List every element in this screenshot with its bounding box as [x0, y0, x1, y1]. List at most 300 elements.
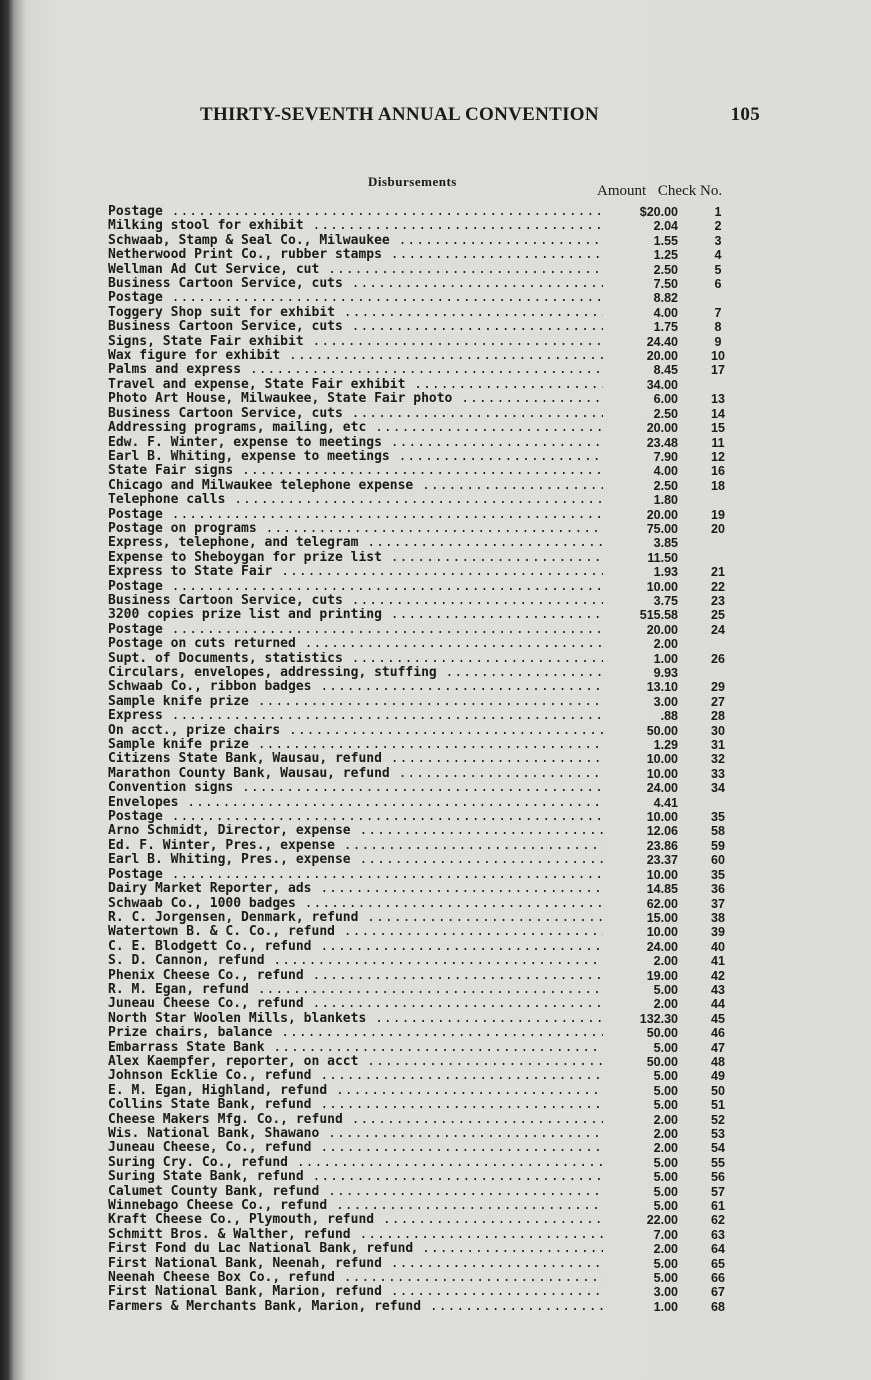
row-description: Postage on cuts returned .....	[108, 637, 603, 651]
row-amount: 1.29	[653, 738, 678, 753]
table-row	[108, 680, 748, 694]
table-row	[108, 1185, 748, 1199]
row-check-number: 44	[711, 997, 725, 1012]
table-row	[108, 839, 748, 853]
row-description: On acct., prize chairs .....	[108, 724, 603, 738]
table-row	[108, 335, 748, 349]
row-description: Cheese Makers Mfg. Co., refund .....	[108, 1113, 603, 1127]
row-description: Juneau Cheese Co., refund .....	[108, 997, 603, 1011]
row-description: Ed. F. Winter, Pres., expense .....	[108, 839, 603, 853]
row-check-number: 51	[711, 1098, 725, 1113]
row-description: R. C. Jorgensen, Denmark, refund .....	[108, 911, 603, 925]
table-row	[108, 810, 748, 824]
row-amount: 20.00	[646, 507, 678, 522]
table-row	[108, 436, 748, 450]
row-check-number: 40	[711, 939, 725, 954]
row-check-number: 66	[711, 1271, 725, 1286]
row-amount: 12.06	[646, 824, 678, 839]
row-check-number: 31	[711, 738, 725, 753]
row-check-number: 65	[711, 1256, 725, 1271]
table-row	[108, 536, 748, 550]
row-description: Marathon County Bank, Wausau, refund .....	[108, 767, 603, 781]
row-amount: 2.50	[653, 478, 678, 493]
row-amount: 5.00	[653, 1271, 678, 1286]
row-check-number: 59	[711, 838, 725, 853]
row-description: Schwaab, Stamp & Seal Co., Milwaukee .....	[108, 234, 603, 248]
table-row	[108, 652, 748, 666]
row-amount: 2.00	[653, 997, 678, 1012]
table-row	[108, 1228, 748, 1242]
table-row	[108, 392, 748, 406]
row-description: Telephone calls .....	[108, 493, 603, 507]
row-description: Earl B. Whiting, Pres., expense .....	[108, 853, 603, 867]
row-amount: 10.00	[646, 867, 678, 882]
row-check-number: 20	[711, 521, 725, 536]
table-row	[108, 1199, 748, 1213]
table-row	[108, 868, 748, 882]
table-row	[108, 997, 748, 1011]
table-row	[108, 1012, 748, 1026]
table-row	[108, 277, 748, 291]
table-row	[108, 1242, 748, 1256]
row-check-number: 26	[711, 651, 725, 666]
row-check-number: 49	[711, 1069, 725, 1084]
row-amount: 2.00	[653, 1127, 678, 1141]
row-amount: $20.00	[639, 205, 678, 219]
row-amount: 2.00	[653, 1141, 678, 1156]
row-check-number: 43	[711, 982, 725, 997]
table-row	[108, 983, 748, 997]
table-row	[108, 421, 748, 435]
table-row	[108, 580, 748, 594]
table-row	[108, 1300, 748, 1314]
row-amount: 5.00	[653, 1040, 678, 1055]
table-row	[108, 1113, 748, 1127]
table-row	[108, 637, 748, 651]
row-amount: 11.50	[647, 550, 678, 565]
table-row	[108, 1285, 748, 1299]
row-check-number: 6	[714, 277, 722, 292]
row-amount: 20.00	[646, 349, 678, 364]
row-check-number: 35	[711, 867, 725, 882]
table-row	[108, 263, 748, 277]
row-check-number: 16	[711, 464, 725, 479]
table-row	[108, 1156, 748, 1170]
row-check-number: 13	[711, 392, 725, 407]
table-row	[108, 1170, 748, 1184]
row-description: First National Bank, Neenah, refund .....	[108, 1257, 603, 1271]
table-row	[108, 709, 748, 723]
row-amount: 24.40	[646, 334, 678, 349]
table-row	[108, 291, 748, 305]
row-description: Neenah Cheese Box Co., refund .....	[108, 1271, 603, 1285]
row-description: Winnebago Cheese Co., refund .....	[108, 1199, 603, 1213]
row-check-number: 36	[711, 882, 725, 897]
row-description: Embarrass State Bank .....	[108, 1041, 603, 1055]
row-check-number: 58	[711, 824, 725, 839]
page-number: 105	[730, 104, 760, 125]
row-amount: 8.45	[653, 363, 678, 378]
row-description: Netherwood Print Co., rubber stamps .....	[108, 248, 603, 262]
row-check-number: 42	[711, 968, 725, 983]
row-amount: 8.82	[653, 291, 678, 306]
row-description: Postage .....	[108, 868, 603, 882]
table-row	[108, 1055, 748, 1069]
row-amount: 23.37	[646, 853, 678, 868]
table-row	[108, 248, 748, 262]
row-check-number: 45	[711, 1011, 725, 1026]
row-description: Collins State Bank, refund .....	[108, 1098, 603, 1112]
row-check-number: 4	[714, 248, 722, 263]
row-description: Travel and expense, State Fair exhibit .....	[108, 378, 603, 392]
table-row	[108, 1069, 748, 1083]
table-row	[108, 306, 748, 320]
row-check-number: 9	[714, 334, 722, 349]
row-description: Express to State Fair .....	[108, 565, 603, 579]
row-description: Johnson Ecklie Co., refund .....	[108, 1069, 603, 1083]
row-amount: 5.00	[653, 1098, 678, 1113]
row-amount: 5.00	[653, 1083, 678, 1098]
table-row	[108, 378, 748, 392]
row-amount: 7.00	[653, 1227, 678, 1242]
table-row	[108, 666, 748, 680]
table-row	[108, 1141, 748, 1155]
row-description: Wellman Ad Cut Service, cut .....	[108, 263, 603, 277]
row-amount: 1.00	[653, 1299, 678, 1314]
row-description: Wax figure for exhibit .....	[108, 349, 603, 363]
row-description: Milking stool for exhibit .....	[108, 219, 603, 233]
table-row	[108, 796, 748, 810]
row-check-number: 7	[714, 305, 722, 320]
row-amount: 3.85	[653, 536, 678, 551]
table-row	[108, 724, 748, 738]
row-amount: 7.50	[653, 277, 678, 292]
table-row	[108, 363, 748, 377]
row-description: Addressing programs, mailing, etc .....	[108, 421, 603, 435]
row-check-number: 12	[711, 449, 725, 464]
table-row	[108, 623, 748, 637]
table-row	[108, 695, 748, 709]
row-description: Express, telephone, and telegram .....	[108, 536, 603, 550]
table-row	[108, 234, 748, 248]
row-amount: 2.00	[653, 637, 678, 652]
row-amount: 15.00	[646, 910, 678, 925]
row-description: Chicago and Milwaukee telephone expense .....	[108, 479, 603, 493]
row-description: Convention signs .....	[108, 781, 603, 795]
row-check-number: 67	[711, 1285, 725, 1300]
row-description: Juneau Cheese, Co., refund .....	[108, 1141, 603, 1155]
table-row	[108, 565, 748, 579]
row-amount: 23.86	[646, 838, 678, 853]
row-amount: 1.00	[653, 651, 678, 666]
row-description: Schwaab Co., 1000 badges .....	[108, 897, 603, 911]
row-check-number: 61	[711, 1199, 725, 1214]
row-check-number: 62	[711, 1213, 725, 1228]
row-amount: 9.93	[653, 666, 678, 680]
row-description: Business Cartoon Service, cuts .....	[108, 407, 603, 421]
table-row	[108, 320, 748, 334]
row-description: Calumet County Bank, refund .....	[108, 1185, 603, 1199]
row-description: Toggery Shop suit for exhibit .....	[108, 306, 603, 320]
table-row	[108, 853, 748, 867]
row-amount: 1.93	[653, 565, 678, 580]
row-check-number: 33	[711, 766, 725, 781]
row-check-number: 41	[711, 954, 725, 969]
table-row	[108, 1271, 748, 1285]
row-description: R. M. Egan, refund .....	[108, 983, 603, 997]
row-description: Postage on programs .....	[108, 522, 603, 536]
table-row	[108, 219, 748, 233]
row-amount: 10.00	[646, 810, 678, 825]
table-row	[108, 752, 748, 766]
row-check-number: 34	[711, 781, 725, 796]
row-description: Prize chairs, balance .....	[108, 1026, 603, 1040]
row-amount: 20.00	[646, 622, 678, 637]
row-amount: 5.00	[653, 1170, 678, 1185]
row-description: Wis. National Bank, Shawano .....	[108, 1127, 603, 1141]
row-check-number: 46	[711, 1026, 725, 1041]
row-amount: 2.50	[653, 262, 678, 277]
row-check-number: 24	[711, 622, 725, 637]
row-description: C. E. Blodgett Co., refund .....	[108, 940, 603, 954]
row-check-number: 55	[711, 1155, 725, 1170]
row-amount: 50.00	[646, 723, 678, 738]
table-row	[108, 608, 748, 622]
row-amount: 23.48	[646, 435, 678, 450]
row-check-number: 25	[711, 608, 725, 623]
row-amount: 14.85	[646, 882, 678, 897]
row-check-number: 37	[711, 896, 725, 911]
row-amount: 1.75	[653, 320, 678, 335]
row-amount: 2.50	[653, 406, 678, 421]
table-row	[108, 781, 748, 795]
row-description: Postage .....	[108, 623, 603, 637]
row-check-number: 60	[711, 853, 725, 868]
row-amount: 4.00	[653, 305, 678, 320]
table-row	[108, 824, 748, 838]
row-amount: 3.00	[653, 694, 678, 709]
row-description: Kraft Cheese Co., Plymouth, refund .....	[108, 1213, 603, 1227]
row-check-number: 21	[711, 565, 725, 580]
row-amount: 3.00	[653, 1285, 678, 1300]
row-amount: 10.00	[646, 752, 678, 767]
row-description: First Fond du Lac National Bank, refund .....	[108, 1242, 603, 1256]
row-amount: 5.00	[653, 1155, 678, 1170]
row-description: Postage .....	[108, 508, 603, 522]
row-description: Business Cartoon Service, cuts .....	[108, 594, 603, 608]
table-row	[108, 940, 748, 954]
table-row	[108, 1026, 748, 1040]
section-title: Disbursements	[368, 174, 457, 189]
row-description: First National Bank, Marion, refund .....	[108, 1285, 603, 1299]
row-amount: 34.00	[646, 377, 678, 392]
row-description: Signs, State Fair exhibit .....	[108, 335, 603, 349]
row-description: Citizens State Bank, Wausau, refund .....	[108, 752, 603, 766]
row-check-number: 32	[711, 752, 725, 767]
table-row	[108, 1098, 748, 1112]
row-description: Circulars, envelopes, addressing, stuffing .....	[108, 666, 603, 680]
row-amount: 5.00	[653, 982, 678, 997]
row-check-number: 48	[711, 1054, 725, 1069]
table-row	[108, 1041, 748, 1055]
row-check-number: 23	[711, 593, 725, 608]
row-check-number: 35	[711, 810, 725, 825]
row-amount: 515.58	[639, 608, 678, 623]
row-description: Suring State Bank, refund .....	[108, 1170, 603, 1184]
row-amount: 2.00	[653, 954, 678, 969]
table-row	[108, 464, 748, 478]
table-row	[108, 594, 748, 608]
row-description: North Star Woolen Mills, blankets .....	[108, 1012, 603, 1026]
table-row	[108, 969, 748, 983]
table-row	[108, 508, 748, 522]
row-amount: 1.55	[653, 233, 678, 248]
table-row	[108, 1084, 748, 1098]
row-description: Watertown B. & C. Co., refund .....	[108, 925, 603, 939]
row-amount: 4.00	[653, 464, 678, 479]
row-amount: 13.10	[646, 680, 678, 695]
table-row	[108, 493, 748, 507]
row-description: Business Cartoon Service, cuts .....	[108, 277, 603, 291]
row-check-number: 28	[711, 709, 725, 724]
row-description: Postage .....	[108, 291, 603, 305]
table-row	[108, 1213, 748, 1227]
row-description: Earl B. Whiting, expense to meetings .....	[108, 450, 603, 464]
row-check-number: 68	[711, 1299, 725, 1314]
row-amount: 5.00	[653, 1199, 678, 1214]
table-row	[108, 767, 748, 781]
row-description: Palms and express .....	[108, 363, 603, 377]
row-amount: 5.00	[653, 1184, 678, 1199]
row-amount: 20.00	[646, 421, 678, 436]
row-check-number: 52	[711, 1112, 725, 1127]
table-row	[108, 1127, 748, 1141]
row-description: Business Cartoon Service, cuts .....	[108, 320, 603, 334]
row-description: Arno Schmidt, Director, expense .....	[108, 824, 603, 838]
row-check-number: 19	[711, 507, 725, 522]
row-amount: 19.00	[646, 968, 678, 983]
row-check-number: 2	[714, 219, 722, 234]
row-check-number: 38	[711, 910, 725, 925]
table-row	[108, 1257, 748, 1271]
row-check-number: 30	[711, 723, 725, 738]
row-amount: 5.00	[653, 1069, 678, 1084]
row-check-number: 39	[711, 925, 725, 940]
row-amount: 10.00	[646, 579, 678, 594]
table-row	[108, 954, 748, 968]
row-check-number: 5	[714, 262, 722, 277]
row-amount: 4.41	[653, 795, 678, 810]
row-description: Express .....	[108, 709, 603, 723]
table-row	[108, 897, 748, 911]
row-check-number: 15	[711, 421, 725, 436]
table-row	[108, 407, 748, 421]
row-description: Dairy Market Reporter, ads .....	[108, 882, 603, 896]
row-description: Envelopes .....	[108, 796, 603, 810]
row-description: Phenix Cheese Co., refund .....	[108, 969, 603, 983]
row-amount: 10.00	[646, 766, 678, 781]
table-row	[108, 522, 748, 536]
table-row	[108, 925, 748, 939]
row-description: Schmitt Bros. & Walther, refund .....	[108, 1228, 603, 1242]
row-check-number: 17	[711, 363, 725, 378]
row-amount: 1.25	[653, 248, 678, 263]
table-row	[108, 349, 748, 363]
row-check-number: 50	[711, 1083, 725, 1098]
row-description: 3200 copies prize list and printing .....	[108, 608, 603, 622]
disbursement-list	[108, 205, 748, 1314]
row-amount: 7.90	[653, 449, 678, 464]
row-check-number: 18	[711, 478, 725, 493]
row-check-number: 1	[714, 205, 722, 219]
row-check-number: 10	[711, 349, 725, 364]
row-check-number: 54	[711, 1141, 725, 1156]
row-amount: 2.00	[653, 1242, 678, 1257]
row-amount: 5.00	[653, 1256, 678, 1271]
row-description: Edw. F. Winter, expense to meetings .....	[108, 436, 603, 450]
row-description: Expense to Sheboygan for prize list .....	[108, 551, 603, 565]
row-amount: 75.00	[646, 521, 678, 536]
table-row	[108, 450, 748, 464]
row-amount: 50.00	[646, 1054, 678, 1069]
row-check-number: 64	[711, 1242, 725, 1257]
row-description: Postage .....	[108, 205, 603, 219]
table-row	[108, 479, 748, 493]
row-check-number: 11	[711, 435, 725, 450]
table-row	[108, 738, 748, 752]
row-amount: 3.75	[653, 593, 678, 608]
check-column-header: Check No.	[657, 183, 723, 199]
row-check-number: 22	[711, 579, 725, 594]
row-description: Suring Cry. Co., refund .....	[108, 1156, 603, 1170]
table-row	[108, 205, 748, 219]
row-description: State Fair signs .....	[108, 464, 603, 478]
row-check-number: 3	[714, 233, 722, 248]
column-headers	[597, 183, 730, 200]
row-check-number: 56	[711, 1170, 725, 1185]
row-description: Alex Kaempfer, reporter, on acct .....	[108, 1055, 603, 1069]
row-check-number: 27	[711, 694, 725, 709]
row-description: Sample knife prize .....	[108, 695, 603, 709]
row-amount: 10.00	[646, 925, 678, 940]
row-check-number: 47	[711, 1040, 725, 1055]
row-description: Farmers & Merchants Bank, Marion, refund .....	[108, 1300, 603, 1314]
row-check-number: 14	[711, 406, 725, 421]
row-amount: 50.00	[646, 1026, 678, 1041]
row-description: E. M. Egan, Highland, refund .....	[108, 1084, 603, 1098]
row-description: Postage .....	[108, 810, 603, 824]
table-row	[108, 551, 748, 565]
row-check-number: 8	[714, 320, 722, 335]
row-description: S. D. Cannon, refund .....	[108, 954, 603, 968]
row-description: Supt. of Documents, statistics .....	[108, 652, 603, 666]
row-description: Photo Art House, Milwaukee, State Fair photo .....	[108, 392, 603, 406]
row-check-number: 53	[711, 1127, 725, 1141]
row-check-number: 63	[711, 1227, 725, 1242]
row-amount: .88	[660, 709, 678, 724]
row-description: Sample knife prize .....	[108, 738, 603, 752]
row-amount: 24.00	[646, 781, 678, 796]
row-amount: 2.04	[653, 219, 678, 234]
row-amount: 6.00	[653, 392, 678, 407]
row-check-number: 57	[711, 1184, 725, 1199]
row-check-number: 29	[711, 680, 725, 695]
row-amount: 22.00	[646, 1213, 678, 1228]
row-amount: 2.00	[653, 1112, 678, 1127]
table-row	[108, 882, 748, 896]
row-amount: 62.00	[646, 896, 678, 911]
row-amount: 1.80	[653, 493, 678, 508]
